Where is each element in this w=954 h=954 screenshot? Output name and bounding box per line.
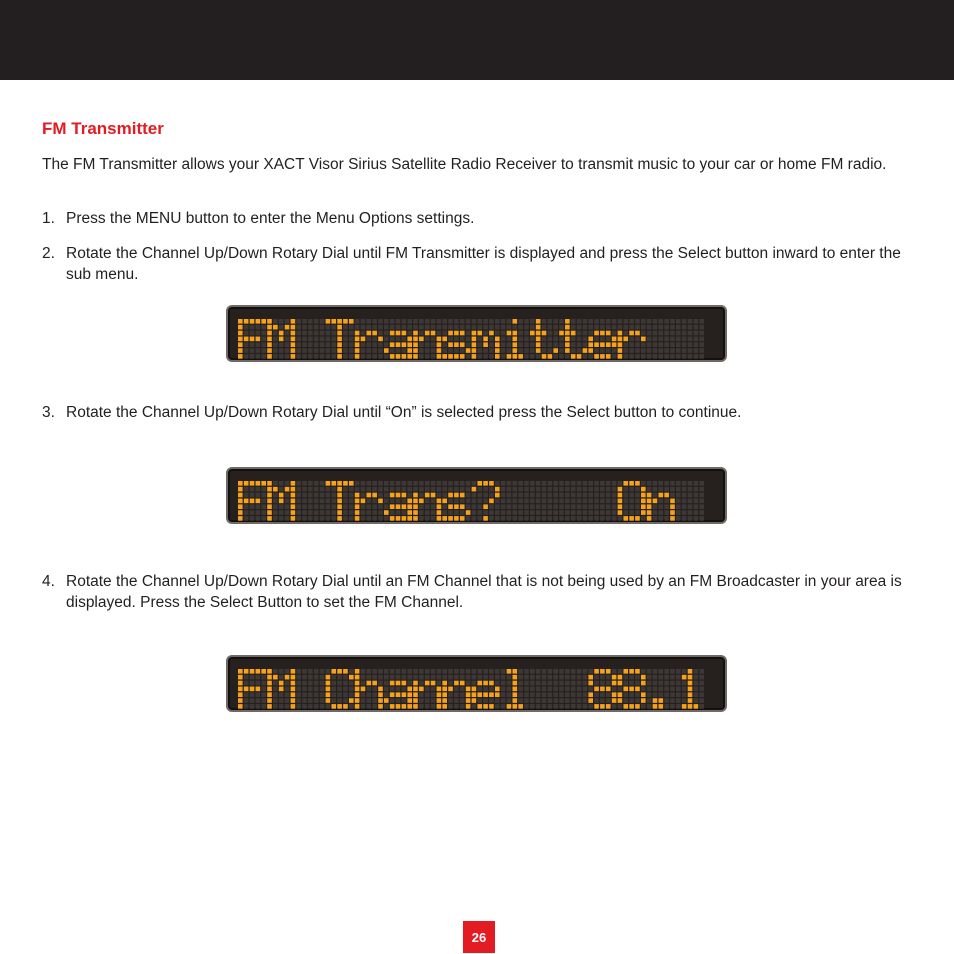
lcd-character-cell: [618, 319, 646, 359]
lcd-character-cell: [267, 669, 295, 709]
dot-matrix-text: [228, 657, 729, 714]
lcd-character-cell: [296, 319, 324, 359]
step-number: 1.: [42, 210, 55, 227]
section-title: FM Transmitter: [42, 119, 164, 138]
lcd-character-cell: [267, 481, 295, 521]
lcd-character-cell: [530, 319, 558, 359]
page-number: 26: [463, 921, 495, 953]
step-2: [42, 243, 922, 285]
lcd-character-cell: [588, 669, 616, 709]
step-1: [42, 208, 922, 229]
lcd-character-cell: [530, 481, 558, 521]
lcd-character-cell: [413, 319, 441, 359]
dot-matrix-text: [228, 307, 729, 364]
lcd-character-cell: [326, 481, 354, 521]
lcd-character-cell: [588, 481, 616, 521]
lcd-character-cell: [384, 481, 412, 521]
lcd-character-cell: [559, 481, 587, 521]
lcd-character-cell: [676, 669, 704, 709]
intro-paragraph: The FM Transmitter allows your XACT Visor Sirius Satellite Radio Receiver to transmit music to your car or home FM radio.: [42, 156, 887, 173]
step-number: 3.: [42, 404, 55, 421]
lcd-character-cell: [472, 669, 500, 709]
lcd-character-cell: [413, 669, 441, 709]
lcd-character-cell: [647, 669, 675, 709]
lcd-character-cell: [559, 669, 587, 709]
lcd-character-cell: [296, 481, 324, 521]
lcd-display-fm-transmitter: [226, 305, 727, 362]
lcd-character-cell: [355, 319, 383, 359]
lcd-character-cell: [326, 319, 354, 359]
lcd-character-cell: [501, 669, 529, 709]
step-3: [42, 402, 922, 423]
lcd-character-cell: [647, 481, 675, 521]
lcd-character-cell: [384, 319, 412, 359]
lcd-display-fm-channel: [226, 655, 727, 712]
lcd-character-cell: [618, 669, 646, 709]
lcd-character-cell: [355, 481, 383, 521]
lcd-character-cell: [647, 319, 675, 359]
lcd-character-cell: [296, 669, 324, 709]
step-4: [42, 571, 922, 613]
step-number: 4.: [42, 573, 55, 590]
lcd-character-cell: [267, 319, 295, 359]
lcd-character-cell: [530, 669, 558, 709]
lcd-character-cell: [238, 319, 266, 359]
lcd-character-cell: [472, 319, 500, 359]
lcd-character-cell: [472, 481, 500, 521]
lcd-display-fm-trans-on: [226, 467, 727, 524]
dot-matrix-text: [228, 469, 729, 526]
step-text: Rotate the Channel Up/Down Rotary Dial until FM Transmitter is displayed and press the Select button inward to enter the sub menu.: [66, 245, 901, 283]
step-number: 2.: [42, 245, 55, 262]
lcd-character-cell: [384, 669, 412, 709]
lcd-character-cell: [588, 319, 616, 359]
lcd-character-cell: [413, 481, 441, 521]
header-bar: [0, 0, 954, 80]
lcd-character-cell: [442, 319, 470, 359]
lcd-character-cell: [501, 481, 529, 521]
lcd-character-cell: [326, 669, 354, 709]
lcd-character-cell: [676, 319, 704, 359]
step-text: Press the MENU button to enter the Menu Options settings.: [66, 210, 475, 227]
lcd-character-cell: [559, 319, 587, 359]
lcd-character-cell: [618, 481, 646, 521]
lcd-character-cell: [355, 669, 383, 709]
lcd-character-cell: [238, 669, 266, 709]
lcd-character-cell: [442, 669, 470, 709]
step-text: Rotate the Channel Up/Down Rotary Dial until “On” is selected press the Select button to continue.: [66, 404, 742, 421]
lcd-character-cell: [442, 481, 470, 521]
lcd-character-cell: [238, 481, 266, 521]
step-text: Rotate the Channel Up/Down Rotary Dial until an FM Channel that is not being used by an FM Broadcaster in your area is displayed. Press the Select Button to set the FM Channel.: [66, 573, 902, 611]
lcd-character-cell: [501, 319, 529, 359]
lcd-character-cell: [676, 481, 704, 521]
